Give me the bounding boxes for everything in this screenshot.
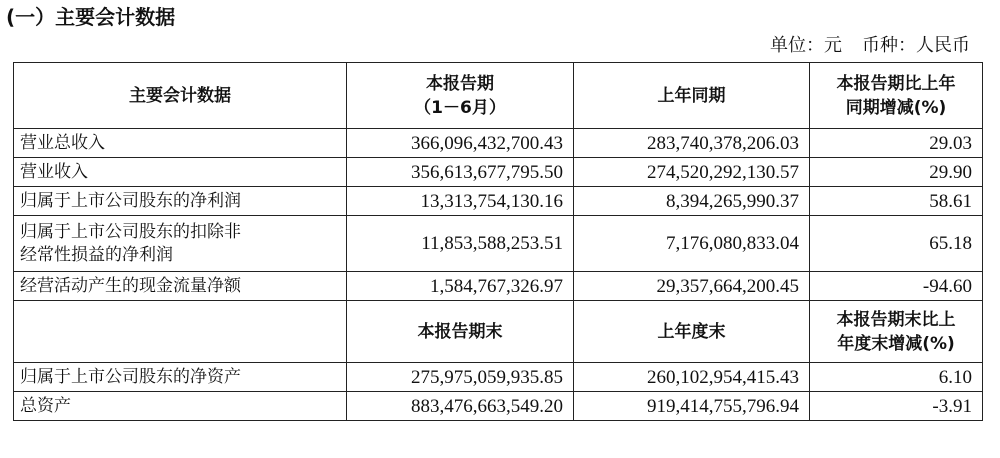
current-value: 13,313,754,130.16 — [347, 187, 574, 216]
row-label — [14, 216, 347, 272]
header-period-end-change-line2: 年度末增减(%) — [837, 333, 955, 354]
change-value: 29.90 — [810, 158, 983, 187]
header-current-period-line1: 本报告期 — [426, 73, 494, 94]
change-value: 29.03 — [810, 129, 983, 158]
prior-value: 29,357,664,200.45 — [574, 272, 810, 301]
table-header-row — [14, 63, 983, 129]
currency-label: 币种：人民币 — [862, 35, 970, 56]
prior-value: 274,520,292,130.57 — [574, 158, 810, 187]
prior-value: 260,102,954,415.43 — [574, 363, 810, 392]
header-prior-year-end: 上年度末 — [574, 301, 810, 363]
row-label: 经营活动产生的现金流量净额 — [14, 272, 347, 301]
header-key-data: 主要会计数据 — [14, 63, 347, 129]
current-value: 275,975,059,935.85 — [347, 363, 574, 392]
prior-value: 7,176,080,833.04 — [574, 216, 810, 272]
header-period-end-change-line1: 本报告期末比上 — [836, 309, 956, 330]
header-prior-period: 上年同期 — [574, 63, 810, 129]
header-change-line1: 本报告期比上年 — [836, 73, 956, 94]
table-row — [14, 272, 983, 301]
current-value: 1,584,767,326.97 — [347, 272, 574, 301]
unit-label: 单位：元 — [770, 35, 842, 56]
header-current-period-line2: （1－6月） — [414, 97, 506, 118]
row-label: 总资产 — [14, 392, 347, 421]
table-row — [14, 363, 983, 392]
table-row — [14, 129, 983, 158]
header-current-period — [347, 63, 574, 129]
table-row — [14, 392, 983, 421]
change-value: -3.91 — [810, 392, 983, 421]
prior-value: 919,414,755,796.94 — [574, 392, 810, 421]
row-label: 营业收入 — [14, 158, 347, 187]
table-subheader-row — [14, 301, 983, 363]
row-label: 归属于上市公司股东的净资产 — [14, 363, 347, 392]
header-change-percent — [810, 63, 983, 129]
section-title: (一）主要会计数据 — [6, 5, 176, 29]
header-period-end-change — [810, 301, 983, 363]
current-value: 356,613,677,795.50 — [347, 158, 574, 187]
change-value: 58.61 — [810, 187, 983, 216]
key-accounting-data-table — [13, 62, 983, 421]
table-row — [14, 216, 983, 272]
current-value: 883,476,663,549.20 — [347, 392, 574, 421]
row-label: 归属于上市公司股东的净利润 — [14, 187, 347, 216]
change-value: -94.60 — [810, 272, 983, 301]
change-value: 65.18 — [810, 216, 983, 272]
unit-currency-line — [770, 34, 970, 58]
current-value: 11,853,588,253.51 — [347, 216, 574, 272]
current-value: 366,096,432,700.43 — [347, 129, 574, 158]
header-period-end: 本报告期末 — [347, 301, 574, 363]
change-value: 6.10 — [810, 363, 983, 392]
table-row — [14, 187, 983, 216]
subheader-empty-cell — [14, 301, 347, 363]
row-label-line1: 归属于上市公司股东的扣除非 — [20, 221, 241, 242]
row-label: 营业总收入 — [14, 129, 347, 158]
prior-value: 8,394,265,990.37 — [574, 187, 810, 216]
table-row — [14, 158, 983, 187]
header-change-line2: 同期增减(%) — [845, 97, 947, 118]
prior-value: 283,740,378,206.03 — [574, 129, 810, 158]
row-label-line2: 经常性损益的净利润 — [20, 244, 173, 265]
